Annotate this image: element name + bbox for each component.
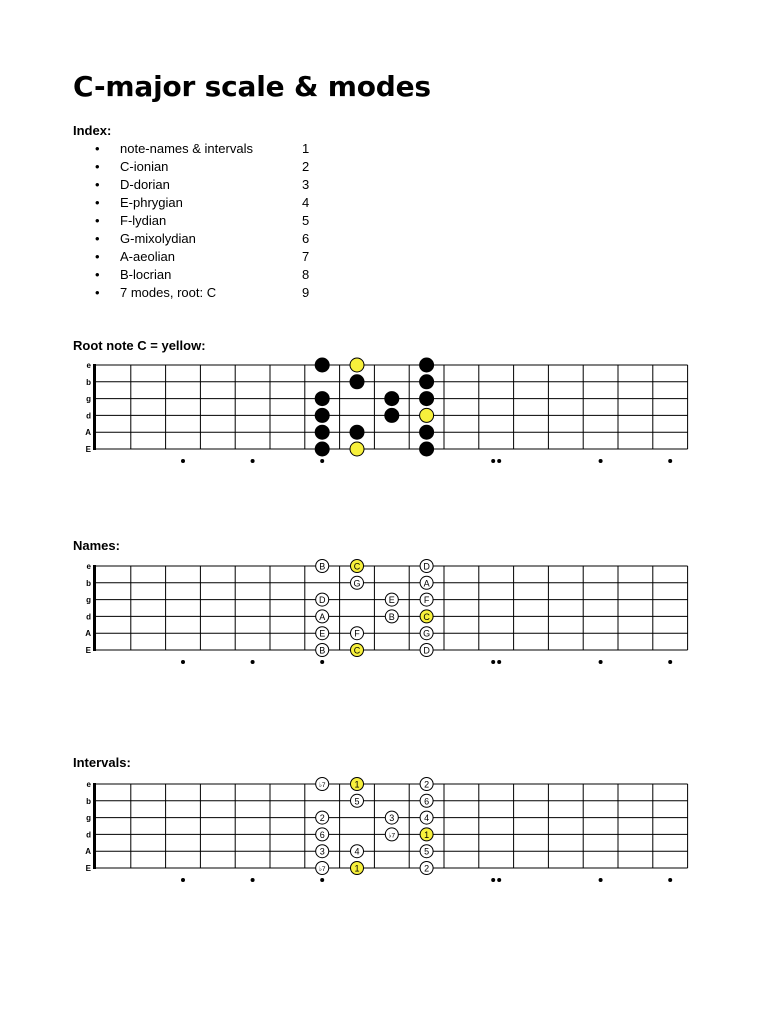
scale-note-label — [316, 644, 329, 657]
note-text: 1 — [354, 863, 360, 874]
index-item-page: 8 — [302, 267, 310, 282]
scale-note-label — [420, 845, 433, 858]
index-item-page: 2 — [302, 159, 310, 174]
fret-marker — [599, 660, 603, 664]
string-label: A — [85, 847, 91, 857]
scale-note-label — [316, 862, 329, 875]
fret-marker — [320, 660, 324, 664]
scale-note-label — [385, 811, 398, 824]
note-text: E — [319, 628, 326, 639]
root-note-dot — [420, 408, 434, 422]
scale-note-dot — [420, 358, 434, 372]
note-text: C — [423, 611, 430, 622]
scale-note-label — [420, 644, 433, 657]
note-text: 4 — [424, 813, 430, 824]
nut — [93, 364, 96, 450]
note-text: 2 — [424, 779, 430, 790]
string-label: e — [86, 780, 91, 789]
note-text: 2 — [319, 813, 325, 824]
string-label: d — [86, 612, 91, 622]
fret-marker — [251, 878, 255, 882]
root-note-label — [351, 862, 364, 875]
scale-note-label — [420, 576, 433, 589]
scale-note-dot — [385, 408, 399, 422]
root-note-label — [351, 644, 364, 657]
scale-note-label — [316, 828, 329, 841]
root-note-label — [420, 610, 433, 623]
scale-note-label — [420, 862, 433, 875]
index-item-label: C-ionian — [120, 159, 169, 174]
note-text: ♭7 — [318, 782, 326, 789]
string-label: b — [86, 578, 91, 588]
index-item — [0, 195, 400, 213]
fret-marker — [491, 878, 495, 882]
fret-marker — [320, 878, 324, 882]
scale-note-label — [385, 610, 398, 623]
index-item — [0, 213, 400, 231]
scale-note-label — [316, 627, 329, 640]
index-heading: Index: — [73, 123, 112, 138]
bullet-icon: • — [95, 285, 100, 300]
bullet-icon: • — [95, 213, 100, 228]
scale-note-label — [351, 627, 364, 640]
note-text: 6 — [424, 796, 430, 807]
index-item-page: 7 — [302, 249, 310, 264]
bullet-icon: • — [95, 249, 100, 264]
fret-marker — [251, 660, 255, 664]
index-item-label: note-names & intervals — [120, 141, 253, 156]
scale-note-dot — [385, 392, 399, 406]
note-text: 1 — [424, 829, 430, 840]
index-item — [0, 159, 400, 177]
note-text: F — [423, 595, 430, 606]
bullet-icon: • — [95, 177, 100, 192]
string-label: A — [85, 629, 91, 639]
note-text: G — [423, 628, 431, 639]
bullet-icon: • — [95, 141, 100, 156]
string-label: A — [85, 428, 91, 438]
note-text: 1 — [354, 779, 360, 790]
scale-note-label — [316, 610, 329, 623]
scale-note-dot — [350, 375, 364, 389]
scale-note-dot — [420, 442, 434, 456]
fret-marker — [668, 878, 672, 882]
fret-marker — [491, 459, 495, 463]
section-heading-names: Names: — [73, 538, 120, 553]
note-text: F — [354, 628, 360, 639]
index-item-label: E-phrygian — [120, 195, 183, 210]
string-label: d — [86, 411, 91, 421]
scale-note-label — [420, 627, 433, 640]
string-label: E — [85, 445, 91, 454]
scale-note-label — [420, 593, 433, 606]
index-item-label: D-dorian — [120, 177, 170, 192]
index-item-page: 6 — [302, 231, 310, 246]
section-heading-intervals: Intervals: — [73, 755, 131, 770]
string-label: e — [86, 562, 91, 571]
index-item-page: 4 — [302, 195, 310, 210]
scale-note-label — [385, 593, 398, 606]
note-text: G — [353, 578, 361, 589]
root-note-dot — [350, 358, 364, 372]
section-heading-root: Root note C = yellow: — [73, 338, 206, 353]
index-item-label: A-aeolian — [120, 249, 175, 264]
scale-note-dot — [315, 442, 329, 456]
string-label: e — [86, 361, 91, 370]
scale-note-label — [420, 560, 433, 573]
note-text: 5 — [424, 846, 430, 857]
string-label: g — [86, 394, 91, 404]
bullet-icon: • — [95, 195, 100, 210]
fret-marker — [320, 459, 324, 463]
root-note-dot — [350, 442, 364, 456]
bullet-icon: • — [95, 267, 100, 282]
note-text: D — [423, 645, 430, 656]
note-text: A — [423, 578, 430, 589]
index-item — [0, 141, 400, 159]
index-item — [0, 177, 400, 195]
index-item — [0, 267, 400, 285]
scale-note-dot — [420, 425, 434, 439]
scale-note-dot — [315, 408, 329, 422]
index-item-page: 5 — [302, 213, 310, 228]
fretboard-root-dots — [82, 356, 694, 468]
scale-note-dot — [315, 358, 329, 372]
note-text: 6 — [319, 829, 325, 840]
fret-marker — [599, 459, 603, 463]
note-text: D — [318, 595, 326, 606]
fret-marker — [497, 878, 501, 882]
string-label: g — [86, 813, 91, 823]
string-label: b — [86, 377, 91, 387]
scale-note-label — [316, 845, 329, 858]
nut — [93, 565, 96, 651]
scale-note-label — [420, 778, 433, 791]
scale-note-label — [420, 794, 433, 807]
bullet-icon: • — [95, 231, 100, 246]
index-item-label: G-mixolydian — [120, 231, 196, 246]
scale-note-dot — [420, 375, 434, 389]
root-note-label — [351, 778, 364, 791]
index-item-page: 1 — [302, 141, 310, 156]
fretboard-note-names — [82, 557, 694, 669]
index-item — [0, 249, 400, 267]
page-title: C-major scale & modes — [73, 70, 431, 103]
index-item-label: B-locrian — [120, 267, 172, 282]
bullet-icon: • — [95, 159, 100, 174]
index-item-page: 9 — [302, 285, 310, 300]
scale-note-dot — [315, 425, 329, 439]
scale-note-label — [420, 811, 433, 824]
note-text: D — [423, 561, 430, 572]
string-label: g — [86, 595, 91, 605]
fret-marker — [497, 459, 501, 463]
scale-note-label — [316, 778, 329, 791]
note-text: 4 — [354, 846, 360, 857]
scale-note-dot — [420, 392, 434, 406]
index-item-page: 3 — [302, 177, 310, 192]
fret-marker — [497, 660, 501, 664]
fret-marker — [181, 878, 185, 882]
string-label: d — [86, 830, 91, 840]
string-label: E — [85, 646, 91, 655]
note-text: B — [319, 561, 326, 572]
fret-marker — [181, 660, 185, 664]
index-item-label: F-lydian — [120, 213, 167, 228]
note-text: 3 — [319, 846, 325, 857]
fret-marker — [668, 660, 672, 664]
scale-note-dot — [350, 425, 364, 439]
fret-marker — [181, 459, 185, 463]
index-item — [0, 285, 400, 303]
fret-marker — [491, 660, 495, 664]
fret-marker — [251, 459, 255, 463]
scale-note-label — [385, 828, 398, 841]
note-text: 5 — [354, 796, 360, 807]
root-note-label — [351, 560, 364, 573]
note-text: B — [388, 611, 395, 622]
note-text: B — [319, 645, 326, 656]
string-label: b — [86, 796, 91, 806]
note-text: 3 — [389, 813, 395, 824]
root-note-label — [420, 828, 433, 841]
scale-note-label — [316, 560, 329, 573]
scale-note-label — [316, 593, 329, 606]
scale-note-label — [351, 794, 364, 807]
scale-note-label — [316, 811, 329, 824]
note-text: C — [353, 645, 361, 656]
fret-marker — [668, 459, 672, 463]
fret-marker — [599, 878, 603, 882]
note-text: C — [353, 561, 361, 572]
scale-note-label — [351, 576, 364, 589]
note-text: ♭7 — [388, 832, 396, 840]
scale-note-dot — [315, 392, 329, 406]
note-text: 2 — [424, 863, 430, 874]
index-item-label: 7 modes, root: C — [120, 285, 217, 300]
note-text: A — [319, 611, 326, 622]
index-item — [0, 231, 400, 249]
note-text: E — [388, 595, 395, 606]
nut — [93, 783, 96, 869]
note-text: ♭7 — [318, 866, 326, 873]
fretboard-intervals — [82, 775, 694, 887]
scale-note-label — [351, 845, 364, 858]
string-label: E — [85, 864, 91, 873]
